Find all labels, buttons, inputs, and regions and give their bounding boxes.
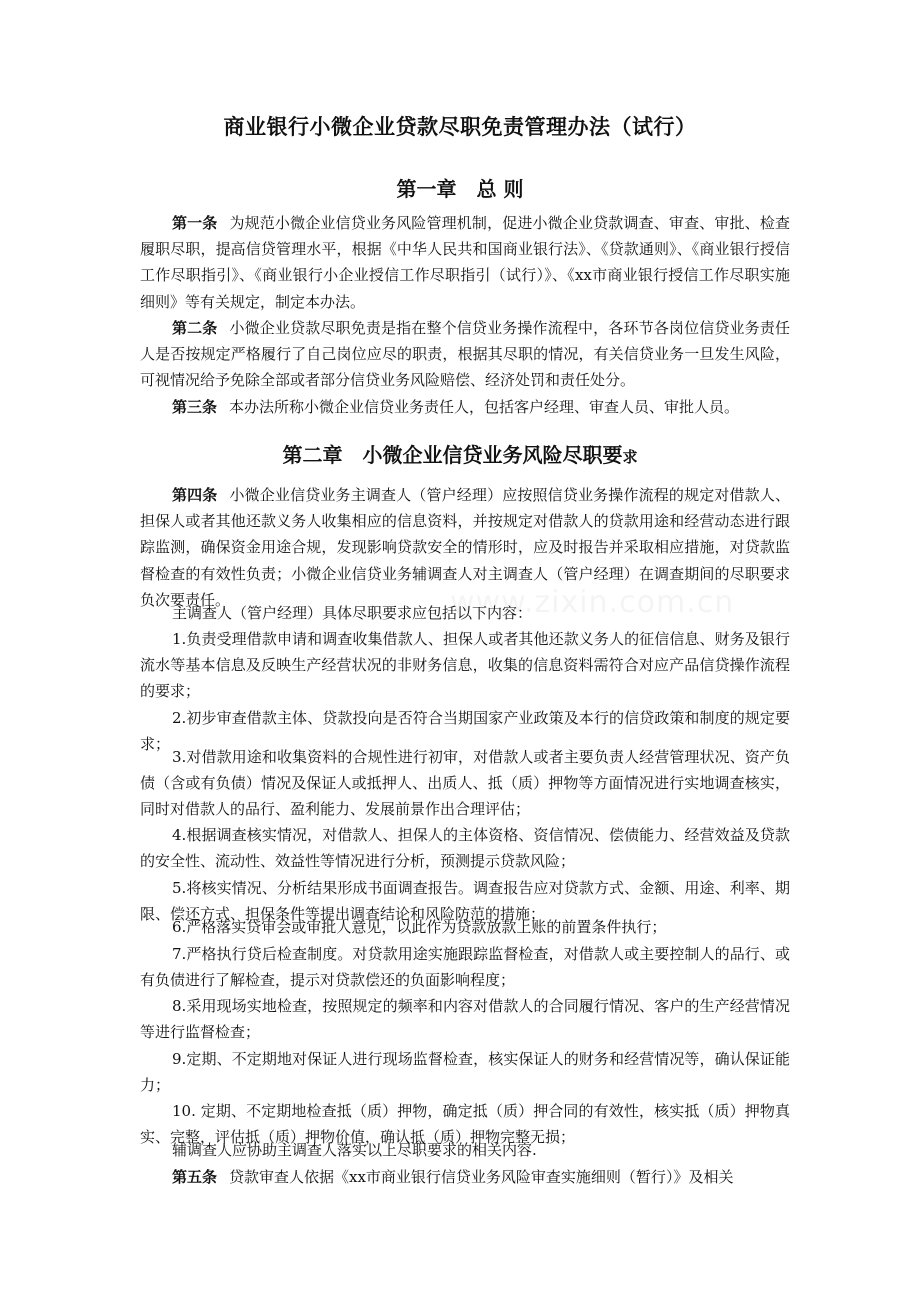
article-4 bbox=[140, 482, 790, 613]
article-1-text: 为规范小微企业信贷业务风险管理机制，促进小微企业贷款调查、审查、审批、检查履职尽职，提高信贷管理水平，根据《中华人民共和国商业银行法》、《贷款通则》、《商业银行授信工作尽职指引》、《商业银行小企业授信工作尽职指引（试行）》、《xx市商业银行授信工作尽职实施细则》等有关规定，制定本办法。 bbox=[140, 214, 790, 311]
assistant-investigator-note: 辅调查人应协助主调查人落实以上尽职要求的相关内容. bbox=[172, 1141, 537, 1159]
article-4-label: 第四条 bbox=[172, 486, 218, 504]
article-3-label: 第三条 bbox=[172, 398, 218, 416]
article-5-text: 贷款审查人依据《xx市商业银行信贷业务风险审查实施细则（暂行）》及相关 bbox=[229, 1168, 734, 1186]
article-3-text: 本办法所称小微企业信贷业务责任人，包括客户经理、审查人员、审批人员。 bbox=[229, 398, 740, 416]
duty-item-8: 8.采用现场实地检查，按照规定的频率和内容对借款人的合同履行情况、客户的生产经营情况等进行监督检查； bbox=[140, 997, 790, 1042]
duty-item-2: 2.初步审查借款主体、贷款投向是否符合当期国家产业政策及本行的信贷政策和制度的规定要求； bbox=[140, 709, 790, 754]
article-2 bbox=[140, 315, 790, 394]
article-4-text: 小微企业信贷业务主调查人（管户经理）应按照信贷业务操作流程的规定对借款人、担保人或者其他还款义务人收集相应的信息资料，并按规定对借款人的贷款用途和经营动态进行跟踪监测，确保资金用途合规，发现影响贷款安全的情形时，应及时报告并采取相应措施，对贷款监督检查的有效性负责；小微企业信贷业务辅调查人对主调查人（管户经理）在调查期间的尽职要求负次要责任。 bbox=[140, 486, 790, 609]
duty-item-4: 4.根据调查核实情况，对借款人、担保人的主体资格、资信情况、偿债能力、经营效益及贷款的安全性、流动性、效益性等情况进行分析，预测提示贷款风险； bbox=[140, 826, 790, 871]
duty-item-6: 6.严格落实贷审会或审批人意见，以此作为贷款放款上账的前置条件执行； bbox=[172, 918, 667, 936]
chapter-2-title bbox=[0, 440, 920, 472]
duties-intro: 主调查人（管户经理）具体尽职要求应包括以下内容： bbox=[172, 604, 533, 622]
duty-item-10: 10. 定期、不定期地检查抵（质）押物，确定抵（质）押合同的有效性，核实抵（质）押物真实、完整，评估抵（质）押物价值，确认抵（质）押物完整无损； bbox=[140, 1102, 790, 1147]
document-title: 商业银行小微企业贷款尽职免责管理办法（试行） bbox=[223, 115, 697, 139]
duty-item-3: 3.对借款用途和收集资料的合规性进行初审，对借款人或者主要负责人经营管理状况、资产负债（含或有负债）情况及保证人或抵押人、出质人、抵（质）押物等方面情况进行实地调查核实，同时对借款人的品行、盈利能力、发展前景作出合理评估； bbox=[140, 748, 790, 819]
article-2-label: 第二条 bbox=[172, 319, 218, 337]
article-1-label: 第一条 bbox=[172, 214, 218, 232]
chapter-2-title-main: 第二章 小微企业信贷业务风险尽职要 bbox=[282, 443, 623, 467]
duty-item-1: 1.负责受理借款申请和调查收集借款人、担保人或者其他还款义务人的征信信息、财务及银行流水等基本信息及反映生产经营状况的非财务信息，收集的信息资料需符合对应产品信贷操作流程的要求； bbox=[140, 630, 790, 701]
chapter-2-title-tail: 求 bbox=[622, 448, 638, 466]
article-5 bbox=[140, 1164, 790, 1190]
article-2-text: 小微企业贷款尽职免责是指在整个信贷业务操作流程中，各环节各岗位信贷业务责任人是否按规定严格履行了自己岗位应尽的职责，根据其尽职的情况，有关信贷业务一旦发生风险，可视情况给予免除全部或者部分信贷业务风险赔偿、经济处罚和责任处分。 bbox=[140, 319, 790, 390]
article-1 bbox=[140, 210, 790, 315]
chapter-1-title: 第一章 总 则 bbox=[396, 177, 524, 201]
duty-item-7: 7.严格执行贷后检查制度。对贷款用途实施跟踪监督检查，对借款人或主要控制人的品行、或有负债进行了解检查，提示对贷款偿还的负面影响程度； bbox=[140, 945, 790, 990]
duty-item-9: 9.定期、不定期地对保证人进行现场监督检查，核实保证人的财务和经营情况等，确认保证能力； bbox=[140, 1050, 790, 1095]
article-5-label: 第五条 bbox=[172, 1168, 218, 1186]
duty-item-5: 5.将核实情况、分析结果形成书面调查报告。调查报告应对贷款方式、金额、用途、利率、期限、偿还方式、担保条件等提出调查结论和风险防范的措施； bbox=[140, 879, 790, 924]
article-3 bbox=[140, 394, 790, 420]
